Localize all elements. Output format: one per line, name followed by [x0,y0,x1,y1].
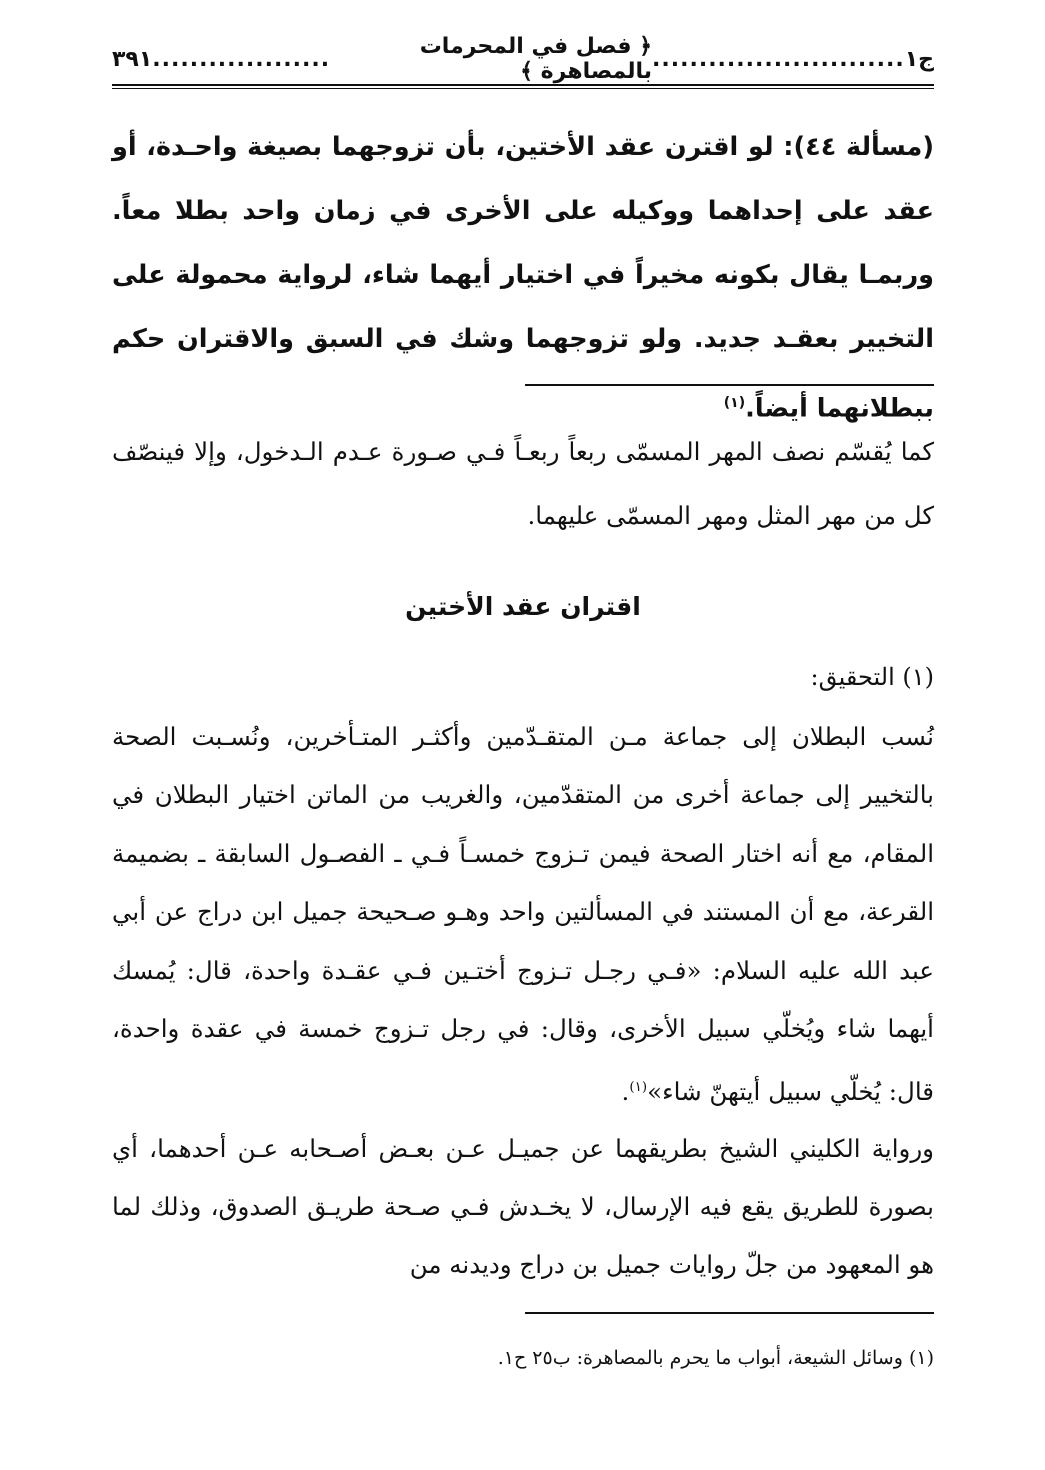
matn-footnote-ref: (١) [723,395,746,411]
continuation-paragraph: كما يُقسّم نصف المهر المسمّى ربعاً ربعـاً فـي صـورة عـدم الـدخول، وإلا فينصّف كل من مهر المثل ومهر المسمّى عليهما. [112,437,934,530]
header-dots-left: ................... [152,46,331,72]
chapter-title: ﴿ فصل في المحرمات بالمصاهرة ﴾ [419,34,653,84]
volume-label: ج١ [904,46,934,72]
page-number: ٣٩١ [112,46,153,72]
footnote: (١) وسائل الشيعة، أبواب ما يحرم بالمصاهرة: ب٢٥ ح١. [497,1347,934,1369]
tahqiq-paragraph-1 [112,708,934,1122]
matn-separator [525,384,934,386]
running-header [112,34,934,84]
section-heading: اقتران عقد الأختين [405,592,641,621]
header-dots-right: ........................... [652,46,905,72]
tahqiq-paragraph-1-end: . [621,1077,630,1107]
header-rule-thin [112,88,934,89]
tahqiq-title: (١) التحقيق: [810,663,934,691]
tahqiq-footnote-ref: (١) [629,1079,648,1096]
header-rule [112,84,934,86]
matn-text: (مسألة ٤٤): لو اقترن عقد الأختين، بأن تزوجهما بصيغة واحـدة، أو عقد على إحداهما ووكيله على الأخرى في زمان واحد بطلا معاً. وربمـا يقال بكونه مخيراً في اختيار أيهما شاء، لرواية محمولة على التخيير بعقـد جديد. ولو تزوجهما وشك في السبق والاقتران حكم ببطلانهما أيضاً. [112,132,934,424]
matn-paragraph [112,115,934,441]
tahqiq-paragraph-2: ورواية الكليني الشيخ بطريقهما عن جميـل عـن بعـض أصـحابه عـن أحدهما، أي بصورة للطريق يقع فيه الإرسال، لا يخـدش فـي صـحة طريـق الصدوق، وذلك لما هو المعهود من جلّ روايات جميل بن دراج وديدنه من [112,1134,934,1279]
footnote-separator [525,1312,934,1314]
tahqiq-paragraph-1-text: نُسب البطلان إلى جماعة مـن المتقـدّمين وأكثـر المتـأخرين، ونُسـبت الصحة بالتخيير إلى جماعة أخرى من المتقدّمين، والغريب من الماتن اختيار البطلان في المقام، مع أنه اختار الصحة فيمن تـزوج خمسـاً فـي ـ الفصـول السابقة ـ بضميمة القرعة، مع أن المستند في المسألتين واحد وهـو صـحيحة جميل ابن دراج عن أبي عبد الله عليه السلام: «فـي رجـل تـزوج أختـين فـي عقـدة واحدة، قال: يُمسك أيهما شاء ويُخلّي سبيل الأخرى، وقال: في رجل تـزوج خمسة في عقدة واحدة، قال: يُخلّي سبيل أيتهنّ شاء» [112,722,934,1107]
